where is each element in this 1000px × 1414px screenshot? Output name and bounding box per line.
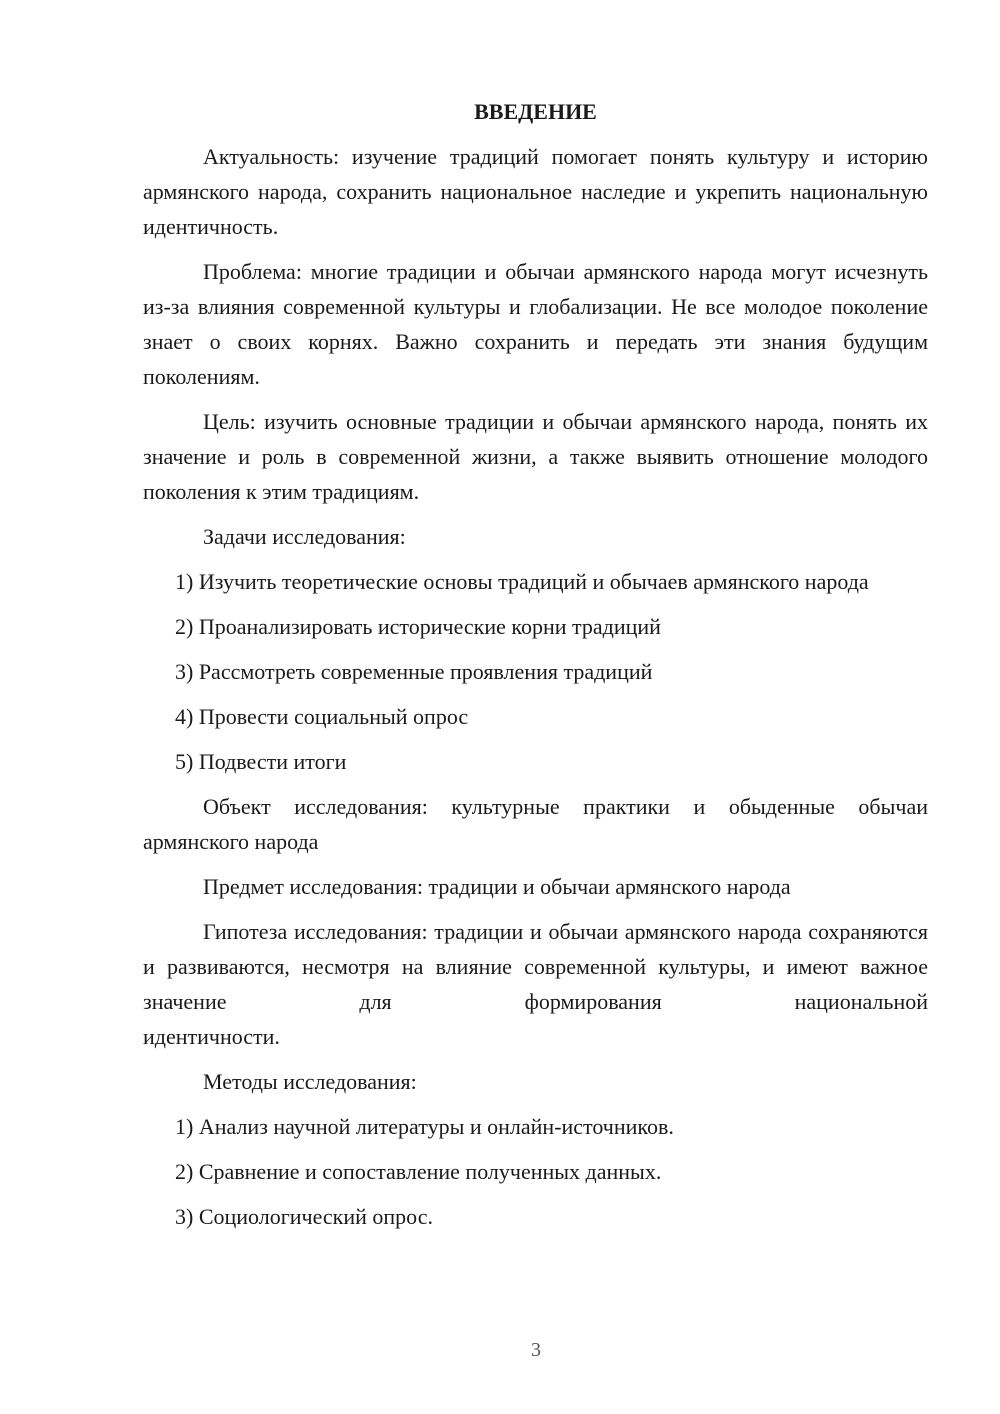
task-item-5: 5) Подвести итоги — [175, 749, 347, 774]
hypothesis-main-text: Гипотеза исследования: традиции и обычаи армянского народа сохраняются и развиваются, несмотря на влияние современной культуры, и имеют важное значение для формирования национальной — [143, 919, 928, 1014]
task-item-2: 2) Проанализировать исторические корни традиций — [175, 614, 661, 639]
tasks-heading: Задачи исследования: — [203, 524, 406, 549]
section-title: ВВЕДЕНИЕ — [474, 99, 597, 124]
object-paragraph: Объект исследования: культурные практики и обыденные обычаи армянского народа — [143, 794, 928, 854]
subject-paragraph: Предмет исследования: традиции и обычаи армянского народа — [203, 874, 791, 899]
page-content — [143, 94, 928, 1244]
task-item-3: 3) Рассмотреть современные проявления традиций — [175, 659, 653, 684]
relevance-paragraph: Актуальность: изучение традиций помогает понять культуру и историю армянского народа, сохранить национальное наследие и укрепить национальную идентичность. — [143, 144, 928, 239]
method-item-3: 3) Социологический опрос. — [175, 1204, 433, 1229]
goal-paragraph: Цель: изучить основные традиции и обычаи армянского народа, понять их значение и роль в современной жизни, а также выявить отношение молодого поколения к этим традициям. — [143, 409, 928, 504]
methods-heading: Методы исследования: — [203, 1069, 417, 1094]
hypothesis-paragraph — [143, 914, 928, 1054]
method-item-2: 2) Сравнение и сопоставление полученных данных. — [175, 1159, 662, 1184]
hypothesis-end-text: идентичности. — [143, 1024, 280, 1049]
task-item-4: 4) Провести социальный опрос — [175, 704, 469, 729]
task-item-1: 1) Изучить теоретические основы традиций и обычаев армянского народа — [175, 569, 869, 594]
method-item-1: 1) Анализ научной литературы и онлайн-источников. — [175, 1114, 674, 1139]
problem-paragraph: Проблема: многие традиции и обычаи армянского народа могут исчезнуть из-за влияния современной культуры и глобализации. Не все молодое поколение знает о своих корнях. Важно сохранить и передать эти знания будущим поколениям. — [143, 259, 928, 389]
page-number: 3 — [531, 1339, 541, 1361]
